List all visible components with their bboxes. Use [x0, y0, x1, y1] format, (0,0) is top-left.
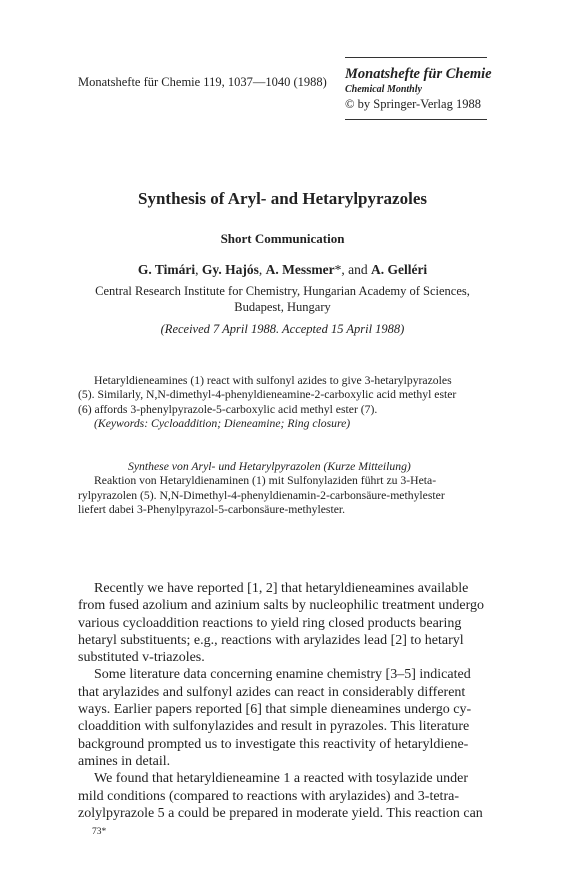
corresponding-author-mark: * — [334, 262, 342, 277]
body-line: zolylpyrazole 5 a could be prepared in moderate yield. This reaction can — [78, 805, 483, 821]
abstract-line: (5). Similarly, N,N-dimethyl-4-phenyldieneamine-2-carboxylic acid methyl ester — [78, 388, 457, 402]
article-title: Synthesis of Aryl- and Hetarylpyrazoles — [138, 189, 427, 208]
body-line: amines in detail. — [78, 753, 171, 769]
page-mark: 73* — [92, 827, 107, 837]
german-line: liefert dabei 3-Phenylpyrazol-5-carbonsäure-methylester. — [78, 503, 346, 517]
body-line: ways. Earlier papers reported [6] that simple dieneamines undergo cy- — [78, 702, 472, 718]
abstract-line: Hetaryldieneamines (1) react with sulfonyl azides to give 3-hetarylpyrazoles — [94, 374, 452, 387]
received-dates: (Received 7 April 1988. Accepted 15 April 1988) — [160, 322, 405, 336]
author-name: G. Timári — [137, 262, 196, 277]
body-line: mild conditions (compared to reactions with arylazides) and 3-tetra- — [78, 788, 459, 804]
body-line: background prompted us to investigate this reactivity of hetaryldiene- — [78, 736, 469, 752]
body-text — [78, 580, 490, 822]
german-line: rylpyrazolen (5). N,N-Dimethyl-4-phenyldienamin-2-carbonsäure-methylester — [78, 488, 445, 502]
header-top-rule — [345, 57, 487, 58]
body-line: cloaddition with sulfonylazides and result in pyrazoles. This literature — [78, 719, 470, 735]
abstract-line: (6) affords 3-phenylpyrazole-5-carboxylic acid methyl ester (7). — [78, 402, 378, 416]
affiliation: Central Research Institute for Chemistry, Hungarian Academy of Sciences, — [95, 284, 470, 298]
author-name: Gy. Hajós — [201, 262, 259, 277]
author-name: A. Messmer — [265, 262, 335, 277]
body-line: various cycloaddition reactions to yield ring closed products bearing — [78, 615, 462, 631]
author-list: G. Timári, Gy. Hajós, A. Messmer*, and A. Gelléri — [137, 262, 428, 277]
body-line: that arylazides and sulfonyl azides can react in considerably different — [78, 684, 466, 700]
article-type: Short Communication — [220, 231, 345, 246]
journal-subtitle: Chemical Monthly — [345, 84, 422, 95]
body-line: We found that hetaryldieneamine 1 a reacted with tosylazide under — [94, 771, 469, 787]
author-name: A. Gelléri — [370, 262, 428, 277]
header-bottom-rule — [345, 119, 487, 120]
keywords: (Keywords: Cycloaddition; Dieneamine; Ring closure) — [94, 417, 351, 431]
abstract — [78, 374, 488, 432]
body-line: substituted v-triazoles. — [78, 650, 205, 666]
affiliation-city: Budapest, Hungary — [234, 300, 331, 314]
copyright-notice: © by Springer-Verlag 1988 — [345, 97, 481, 111]
body-line: Recently we have reported [1, 2] that hetaryldieneamines available — [94, 581, 469, 596]
german-abstract — [78, 460, 488, 518]
body-line: hetaryl substituents; e.g., reactions with arylazides lead [2] to hetaryl — [78, 632, 464, 648]
journal-title: Monatshefte für Chemie — [345, 66, 492, 82]
journal-citation: Monatshefte für Chemie 119, 1037—1040 (1988) — [78, 75, 327, 89]
body-line: Some literature data concerning enamine chemistry [3–5] indicated — [94, 667, 471, 683]
german-line: Reaktion von Hetaryldienaminen (1) mit Sulfonylaziden führt zu 3-Heta- — [94, 474, 437, 488]
body-line: from fused azolium and azinium salts by nucleophilic treatment undergo — [78, 598, 485, 614]
german-title: Synthese von Aryl- und Hetarylpyrazolen (Kurze Mitteilung) — [128, 460, 411, 473]
